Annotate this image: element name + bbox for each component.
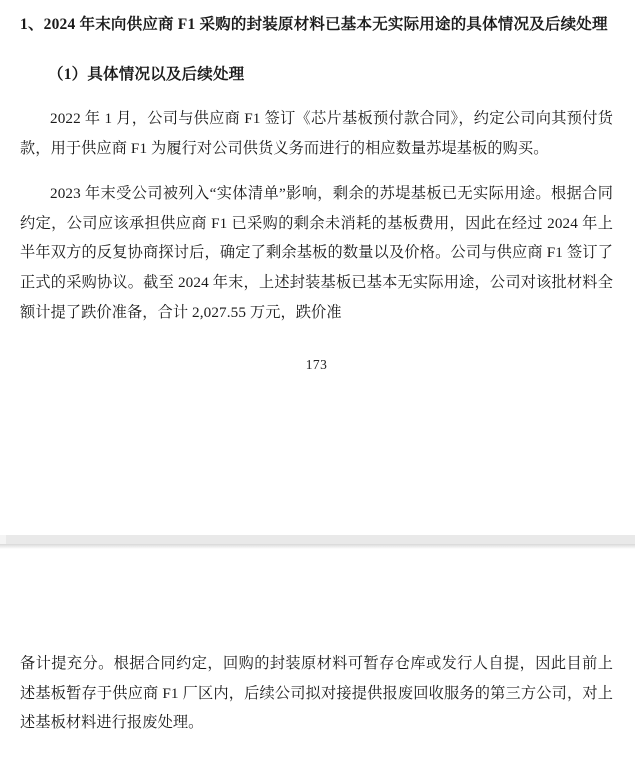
page-content-upper bbox=[0, 0, 635, 373]
page-bottom-margin bbox=[0, 513, 635, 535]
page-break-edge bbox=[0, 535, 6, 544]
paragraph-2: 2023 年末受公司被列入“实体清单”影响，剩余的苏堤基板已无实际用途。根据合同约定，公司应该承担供应商 F1 已采购的剩余未消耗的基板费用，因此在经过 2024 年上半年双方的反复协商探讨后，确定了剩余基板的数量以及价格。公司与供应商 F1 签订了正式的采购协议。截至 2024 年末，上述封装基板已基本无实际用途，公司对该批材料全额计提了跌价准备，合计 2,027.55 万元，跌价准 bbox=[20, 185, 613, 321]
paragraph-3-continued: 备计提充分。根据合同约定，回购的封装原材料可暂存仓库或发行人自提，因此目前上述基板暂存于供应商 F1 厂区内，后续公司拟对接提供报废回收服务的第三方公司，对上述基板材料进行报废处理。 bbox=[20, 655, 613, 732]
section-heading-primary: 1、2024 年末向供应商 F1 采购的封装原材料已基本无实际用途的具体情况及后续处理 bbox=[20, 16, 608, 33]
page-number: 173 bbox=[305, 357, 328, 373]
next-page-top-margin bbox=[20, 549, 613, 633]
section-heading-secondary: （1）具体情况以及后续处理 bbox=[48, 66, 245, 84]
page-content-lower bbox=[0, 549, 635, 738]
page-break-divider bbox=[0, 535, 635, 544]
paragraph-1: 2022 年 1 月，公司与供应商 F1 签订《芯片基板预付款合同》，约定公司向其预付货款，用于供应商 F1 为履行对公司供货义务而进行的相应数量苏堤基板的购买。 bbox=[20, 109, 613, 157]
